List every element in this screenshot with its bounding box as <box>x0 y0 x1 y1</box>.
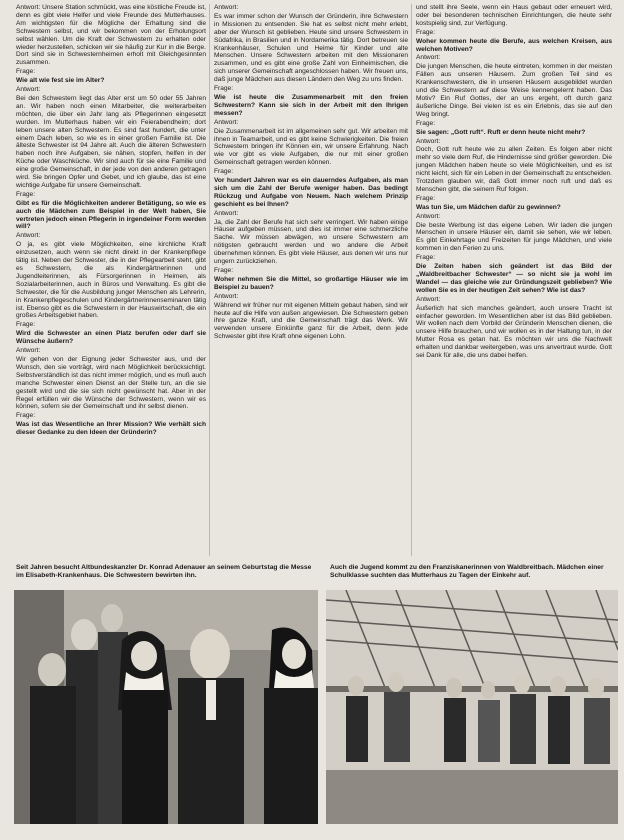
interview-question: Gibt es für die Möglichkeiten anderer Betätigung, so wie es auch die Mädchen zum Beispiel in der Welt haben, Sie vertreten jedoch einen Pflegerin in irgendeiner Form werden will? <box>16 199 206 231</box>
interview-question: Was ist das Wesentliche an Ihrer Mission? Wie verhält sich dieser Gedanke zu den Ideen der Gründerin? <box>16 421 206 437</box>
speaker-label: Frage: <box>416 119 436 127</box>
interview-answer: Doch, Gott ruft heute wie zu allen Zeiten. Es folgen aber nicht mehr so viele dem Ruf, die Hindernisse sind größer geworden. Die jungen Mädchen haben heute so viele Möglichkeiten, und es ist nicht leicht, sich für ein Leben in der Gemeinschaft zu entscheiden. Trotzdem glauben wir, daß Gott immer noch ruft und daß es Menschen gibt, die seinem Ruf folgen. <box>416 146 612 193</box>
interview-answer: O ja, es gibt viele Möglichkeiten, eine kirchliche Kraft einzusetzen, auch wenn sie nicht direkt in der Krankenpflege tätig ist. Neben der Schwester, die in der Pflegearbeit steht, gibt es Schwestern, die als Kindergärtnerinnen und Jugendleiterinnen, als Fürsorgerinnen in Heimen, als Sozialarbeiterinnen, auch in Büros und Verwaltung. Es gibt die Schwester, die für die Ausbildung junger Menschen als Lehrerin, in Krankenpflegeschulen und Kindergärtnerinnenseminaren tätig ist. Ebenso gibt es die Schwestern in der Hauswirtschaft, die ein großes Arbeitsgebiet haben. <box>16 241 206 320</box>
photo-caption-left: Seit Jahren besucht Altbundeskanzler Dr. Konrad Adenauer an seinem Geburtstag die Messe im Elisabeth-Krankenhaus. Die Schwestern bewirten ihn. <box>16 564 312 579</box>
speaker-label: Frage: <box>16 321 36 329</box>
interview-answer: Äußerlich hat sich manches geändert, auch unsere Tracht ist einfacher geworden. Im Wesentlichen aber ist das Bild geblieben. Wir wollen nach dem Vorbild der Gründerin Menschen dienen, die unsere Hilfe brauchen, und wir wollen es in der Haltung tun, in der Mutter Rosa es getan hat. Es möchten wir uns die Nachwelt erhalten und dankbar weitergeben, was uns anvertraut wurde. Gott sei Dank für alle, die uns dabei helfen. <box>416 304 612 360</box>
column-divider <box>209 4 210 556</box>
speaker-label: Antwort: <box>416 212 441 220</box>
interview-question: Woher kommen heute die Berufe, aus welchen Kreisen, aus welchen Motiven? <box>416 37 612 53</box>
speaker-label: Frage: <box>16 190 36 198</box>
text-column-1 <box>16 4 206 556</box>
photo-left-illustration <box>14 590 318 824</box>
interview-question: Die Zeiten haben sich geändert ist das Bild der „Waldbreitbacher Schwester“ — so nicht sie ja wohl im Wandel — das gleiche wie zur Gründungszeit geblieben? Wie wollen Sie es in der heutigen Zeit sehen? Wie ist das? <box>416 263 612 294</box>
interview-question: Wie ist heute die Zusammenarbeit mit den freien Schwestern? Kann sie sich in der Arbeit mit den Ihrigen messen? <box>214 93 408 117</box>
speaker-label: Frage: <box>16 412 36 420</box>
interview-answer: Es war immer schon der Wunsch der Gründerin, ihre Schwestern in Missionen zu entsenden. Sie hat es selbst nicht mehr erlebt, aber der Wunsch ist geblieben. Heute sind unsere Schwestern in Südafrika, in Brasilien und in Nordamerika tätig. Dort betreuen sie Krankenhäuser, Schulen und Heime für Kinder und alte Menschen. Unsere Schwestern arbeiten mit den Missionaren zusammen, und es gibt eine große Zahl von Einheimischen, die sich unserer Gemeinschaft angeschlossen haben. Wir freuen uns, daß junge Mädchen aus diesen Ländern den Weg zu uns finden. <box>214 12 408 84</box>
interview-answer: Ja, die Zahl der Berufe hat sich sehr verringert. Wir haben einige Häuser aufgeben müssen, und dies ist immer eine schmerzliche Sache. Wir müssen abwägen, wo unsere Schwestern am nötigsten gebraucht werden und wo andere die Arbeit übernehmen können. Es gibt viele Häuser, aus denen wir uns nur ungern zurückziehen. <box>214 218 408 266</box>
interview-answer: Die jungen Menschen, die heute eintreten, kommen in der meisten Fällen aus unseren Häusern. Zum großen Teil sind es Krankenschwestern, die in unseren Häusern ausgebildet wurden und die Schwestern auf diese Weise kennengelernt haben. Das Motiv? Ein Ruf Gottes, der an uns ergeht, oft durch ganz äußerliche Dinge. Bei vielen ist es ein Erlebnis, das sie auf den Weg bringt. <box>416 63 612 118</box>
speaker-label: Frage: <box>16 68 36 76</box>
interview-answer: Wir gehen von der Eignung jeder Schwester aus, und der Wunsch, den sie vorträgt, wird nach Möglichkeit berücksichtigt. Selbstverständlich ist das nicht immer möglich, und es muß auch manche Schwester einen Dienst an der Stelle tun, an die sie gestellt wird und die sie sich nicht gewünscht hat. Aber in der Regel erfüllen wir die Wünsche der Schwestern, wenn wir es können, sofern sie der Gemeinschaft und ihr selbst dienen. <box>16 355 206 411</box>
photo-adenauer-with-nuns <box>14 590 318 824</box>
speaker-label: Antwort: <box>214 292 239 300</box>
speaker-label: Frage: <box>416 254 436 262</box>
photo-right-illustration <box>326 590 618 824</box>
interview-answer: Bei den Schwestern liegt das Alter erst um 50 oder 55 Jahren an. Wir haben noch einen Mitarbeiter, die weiterarbeiten möchten, die über ein Jahr lang als Pflegerinnen eingesetzt wurden. Im Mutterhaus haben wir ein Feierabendheim; dort leben unsere alten Schwestern. Es sind fast hundert, die unter einem Dach leben, so wie es in einer großen Familie ist. Die älteste Schwester ist 94 Jahre alt. Auch die älteren Schwestern haben noch ihre Aufgaben, sie nähen, stopfen, helfen in der Küche oder Waschküche. Wir sind auch für sie eine Familie und eine große Gemeinschaft, in der jede von den anderen getragen wird. Sie bringen Opfer und Gebet, und ich glaube, das ist eine wichtige Aufgabe für unsere Gemeinschaft. <box>16 94 206 189</box>
speaker-label: Frage: <box>214 168 234 176</box>
speaker-label: Antwort: <box>16 232 41 240</box>
photo-caption-right: Auch die Jugend kommt zu den Franziskanerinnen von Waldbreitbach. Mädchen einer Schulklasse suchten das Mutterhaus zu Tagen der Einkehr auf. <box>330 564 604 579</box>
speaker-label: Antwort: <box>214 118 239 126</box>
speaker-label: Frage: <box>214 85 234 93</box>
text-column-3 <box>416 4 612 556</box>
speaker-label: Antwort: <box>416 137 441 145</box>
interview-question: Was tun Sie, um Mädchen dafür zu gewinnen? <box>416 203 561 211</box>
interview-question: Vor hundert Jahren war es ein dauerndes Aufgaben, als man sich um die Zahl der Berufe weniger haben. Das bedingt Rückzug und Aufgabe von Neuem. Nach welchem Prinzip geschieht es bei Ihnen? <box>214 177 408 208</box>
speaker-label: Frage: <box>416 194 436 202</box>
speaker-label: Frage: <box>214 267 234 274</box>
speaker-label: Antwort: <box>214 4 239 11</box>
interview-question: Wird die Schwester an einen Platz berufen oder darf sie Wünsche äußern? <box>16 330 206 346</box>
speaker-label: Antwort: <box>416 54 441 62</box>
interview-question: Woher nehmen Sie die Mittel, so großartige Häuser wie im Beispiel zu bauen? <box>214 275 408 291</box>
speaker-label: Antwort: <box>214 209 239 217</box>
column-divider <box>411 4 412 556</box>
speaker-label: Antwort: <box>16 347 41 355</box>
text-column-2 <box>214 4 408 556</box>
interview-question: Sie sagen: „Gott ruft“. Ruft er denn heute nicht mehr? <box>416 128 586 136</box>
interview-answer: Während wir früher nur mit eigenen Mitteln gebaut haben, sind wir heute auf die Hilfe von außen angewiesen. Die Schwestern geben ihre ganze Kraft, und die Gemeinschaft trägt das Werk. Wir verwenden unsere Einkünfte ganz für die Arbeit, denn jede Schwester gibt ihre Kraft ohne eigenen Lohn. <box>214 301 408 341</box>
speaker-label: Antwort: <box>16 86 41 94</box>
interview-answer: Die beste Werbung ist das eigene Leben. Wir laden die jungen Menschen in unsere Häuser ein, damit sie sehen, wie wir leben. Es gibt Einkehrtage und Freizeiten für junge Mädchen, und viele kommen in den Ferien zu uns. <box>416 221 612 253</box>
speaker-label: Frage: <box>416 28 436 36</box>
interview-answer: Die Zusammenarbeit ist im allgemeinen sehr gut. Wir arbeiten mit ihnen in Teamarbeit, und es gibt keine Schwierigkeiten. Die freien Schwestern bringen ihr Können ein, wir unsere Erfahrung. Nach wie vor gibt es viele Aufgaben, die nur mit einer großen Gemeinschaft getragen werden können. <box>214 127 408 167</box>
interview-answer: Antwort: Unsere Station schmückt, was eine köstliche Freude ist, denn es gibt viele Helfer und viele Freunde des Mutterhauses. Am wichtigsten für die Mögliche der Erhaltung sind die Schwestern selbst, und wir bekommen von der Erholungsort selbst wählen. Um die Kraft der Schwestern zu erhalten oder wieder herzustellen, schicken wir sie häufig zur Kur in die Berge. Dort sind sie in Schwesternheimen erholt mit Gleichgesinnten zusammen. <box>16 4 206 67</box>
photo-schoolgirls-visit <box>326 590 618 824</box>
interview-question: Wie alt wie fest sie im Alter? <box>16 77 105 85</box>
speaker-label: Antwort: <box>416 295 441 303</box>
interview-answer: und stellt ihre Seele, wenn ein Haus gebaut oder erneuert wird, oder bei besonderen technischen Einrichtungen, die heute sehr kostspielig sind, zur Verfügung. <box>416 4 612 27</box>
